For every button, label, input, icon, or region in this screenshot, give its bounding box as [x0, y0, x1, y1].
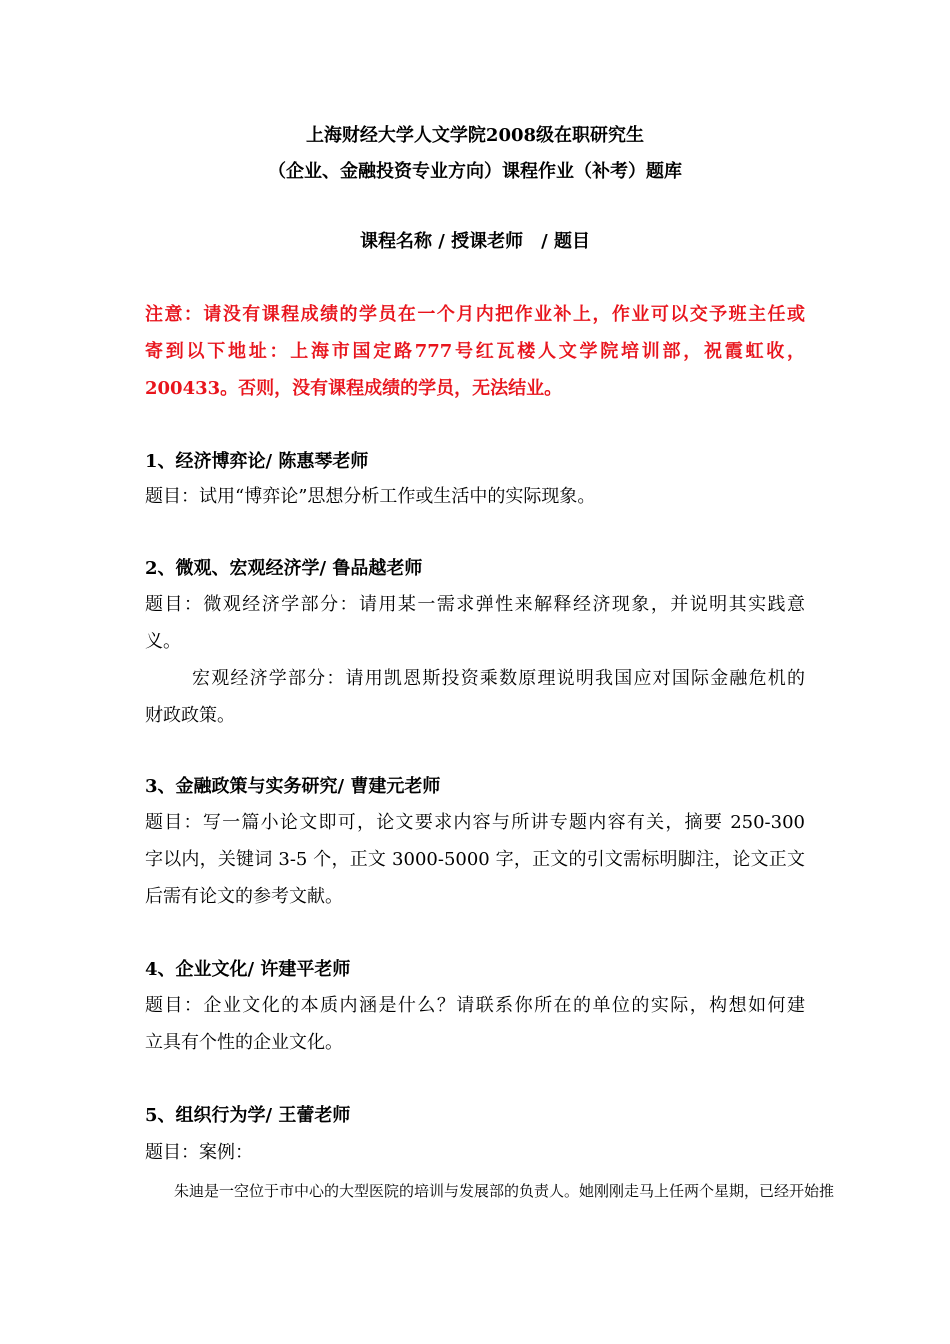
notice-line: 200433。否则，没有课程成绩的学员，无法结业。	[145, 378, 563, 399]
notice-line: 注意：请没有课程成绩的学员在一个月内把作业补上，作业可以交予班主任或	[145, 304, 805, 325]
course-heading-1: 1、经济博弈论/ 陈惠琴老师	[145, 451, 369, 472]
course-question-1	[145, 478, 805, 515]
course-heading-4: 4、企业文化/ 许建平老师	[145, 959, 351, 980]
case-text: 朱迪是一空位于市中心的大型医院的培训与发展部的负责人。她刚刚走马上任两个星期，已经开始推	[174, 1182, 835, 1200]
course-question-4	[145, 987, 805, 1061]
question-line: 题目：微观经济学部分：请用某一需求弹性来解释经济现象，并说明其实践意	[145, 594, 805, 615]
course-question-5	[145, 1134, 805, 1171]
question-line: 字以内，关键词 3-5 个，正文 3000-5000 字，正文的引文需标明脚注，论文正文	[145, 849, 805, 870]
question-line: 题目：案例：	[145, 1142, 253, 1163]
question-line: 题目：试用“博弈论”思想分析工作或生活中的实际现象。	[145, 486, 596, 507]
question-line: 义。	[145, 631, 181, 652]
course-question-3	[145, 804, 805, 915]
course-heading-3: 3、金融政策与实务研究/ 曹建元老师	[145, 776, 441, 797]
column-subtitle: 课程名称 / 授课老师 / 题目	[360, 231, 590, 252]
course-question-2	[145, 586, 805, 734]
notice-line: 寄到以下地址：上海市国定路777号红瓦楼人文学院培训部，祝霞虹收，	[145, 341, 805, 362]
question-line: 立具有个性的企业文化。	[145, 1032, 343, 1053]
title-line-2: （企业、金融投资专业方向）课程作业（补考）题库	[268, 161, 682, 182]
question-line: 后需有论文的参考文献。	[145, 886, 343, 907]
question-line: 题目：写一篇小论文即可，论文要求内容与所讲专题内容有关，摘要 250-300	[145, 812, 805, 833]
title-line-1: 上海财经大学人文学院2008级在职研究生	[305, 125, 645, 146]
question-line: 题目：企业文化的本质内涵是什么？请联系你所在的单位的实际，构想如何建	[145, 995, 805, 1016]
notice-block	[145, 296, 805, 407]
course-heading-5: 5、组织行为学/ 王蕾老师	[145, 1105, 351, 1126]
course-heading-2: 2、微观、宏观经济学/ 鲁品越老师	[145, 558, 423, 579]
question-line: 财政政策。	[145, 705, 235, 726]
question-line: 宏观经济学部分：请用凯恩斯投资乘数原理说明我国应对国际金融危机的	[192, 668, 805, 689]
